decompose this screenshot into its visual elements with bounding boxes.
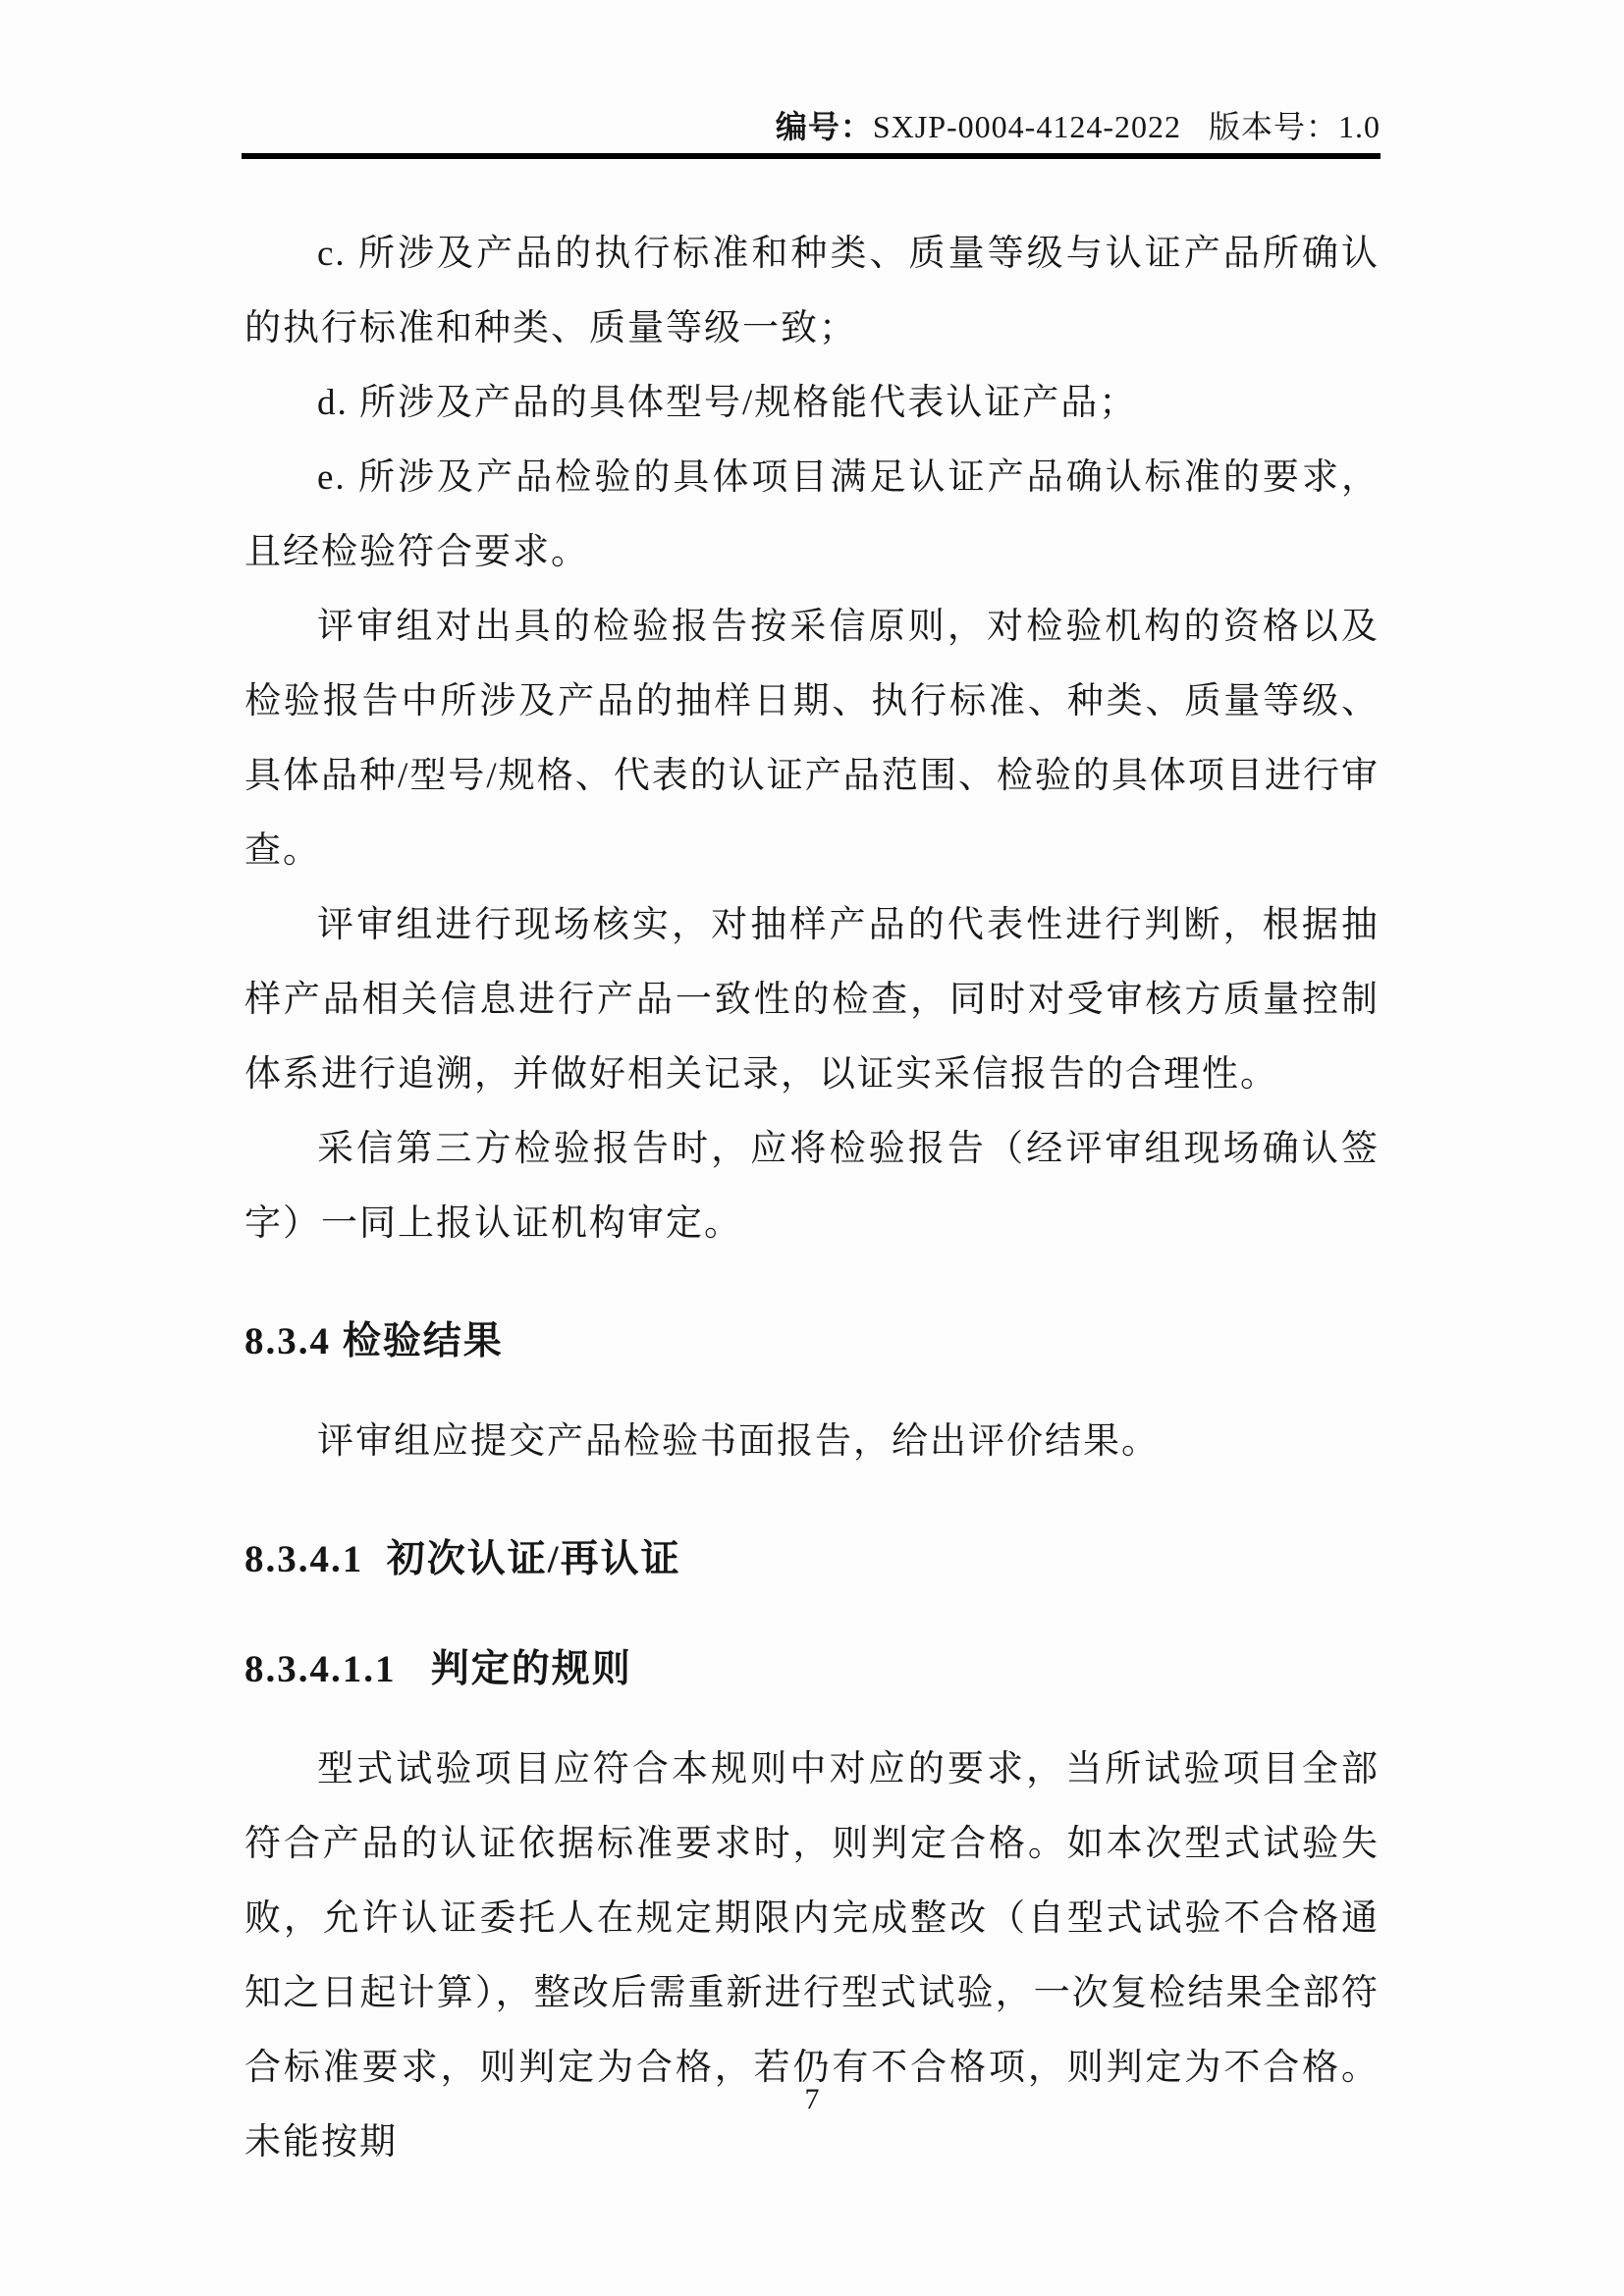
- page-header: [242, 102, 1380, 147]
- header-rule: [242, 153, 1380, 159]
- paragraph-report-review: 评审组对出具的检验报告按采信原则，对检验机构的资格以及检验报告中所涉及产品的抽样日期、执行标准、种类、质量等级、具体品种/型号/规格、代表的认证产品范围、检验的具体项目进行审查。: [244, 607, 1380, 871]
- doc-number-value: SXJP-0004-4124-2022: [872, 109, 1181, 144]
- section-heading-8-3-4: 8.3.4 检验结果: [244, 1320, 504, 1362]
- list-item-c: c. 所涉及产品的执行标准和种类、质量等级与认证产品所确认的执行标准和种类、质量等级一致；: [244, 234, 1380, 348]
- list-item-d: d. 所涉及产品的具体型号/规格能代表认证产品；: [317, 383, 1138, 423]
- paragraph-type-test: 型式试验项目应符合本规则中对应的要求，当所试验项目全部符合产品的认证依据标准要求时，则判定合格。如本次型式试验失败，允许认证委托人在规定期限内完成整改（自型式试验不合格通知之日起计算），整改后需重新进行型式试验，一次复检结果全部符合标准要求，则判定为合格，若仍有不合格项，则判定为不合格。未能按期: [244, 1749, 1380, 2163]
- version-label: 版本号：: [1208, 109, 1338, 144]
- paragraph-site-verify: 评审组进行现场核实，对抽样产品的代表性进行判断，根据抽样产品相关信息进行产品一致性的检查，同时对受审核方质量控制体系进行追溯，并做好相关记录，以证实采信报告的合理性。: [244, 905, 1380, 1095]
- paragraph-third-party: 采信第三方检验报告时，应将检验报告（经评审组现场确认签字）一同上报认证机构审定。: [244, 1129, 1380, 1244]
- list-item-e: e. 所涉及产品检验的具体项目满足认证产品确认标准的要求，且经检验符合要求。: [244, 457, 1380, 572]
- document-body: [244, 217, 1380, 2180]
- section-heading-8-3-4-1-1: 8.3.4.1.1 判定的规则: [244, 1648, 632, 1690]
- page-footer: [0, 2083, 1624, 2116]
- page-number: 7: [804, 2083, 820, 2115]
- doc-number-label: 编号：: [775, 109, 873, 144]
- paragraph-result: 评审组应提交产品检验书面报告，给出评价结果。: [317, 1421, 1160, 1462]
- version-value: 1.0: [1338, 109, 1380, 144]
- section-heading-8-3-4-1: 8.3.4.1 初次认证/再认证: [244, 1538, 681, 1580]
